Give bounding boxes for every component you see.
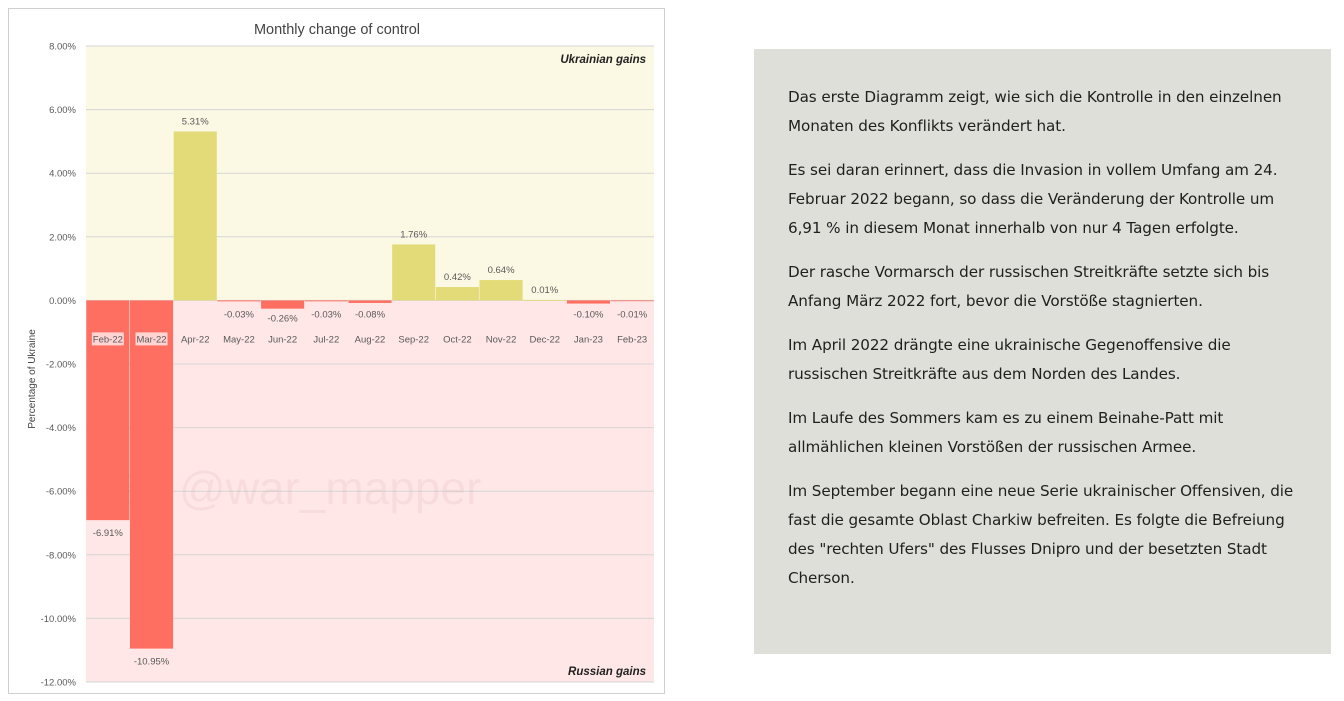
bar-sep-22 (392, 244, 435, 300)
y-tick-label: -8.00% (45, 550, 76, 562)
ukrainian-gains-annotation: Ukrainian gains (560, 54, 646, 66)
data-label: 0.64% (487, 265, 515, 277)
x-tick-label: Feb-23 (617, 334, 648, 346)
y-tick-label: -2.00% (45, 359, 76, 371)
chart-frame (8, 8, 665, 694)
y-tick-label: -4.00% (45, 423, 76, 435)
y-tick-label: 8.00% (49, 41, 76, 53)
paragraph: Der rasche Vormarsch der russischen Streitkräfte setzte sich bis Anfang März 2022 fort, bevor die Vorstöße stagnierten. (788, 263, 1270, 310)
x-tick-label: Dec-22 (529, 334, 561, 346)
data-label: 1.76% (400, 229, 428, 241)
paragraph: Im Laufe des Sommers kam es zu einem Beinahe-Patt mit allmählichen kleinen Vorstößen der russischen Armee. (788, 409, 1224, 456)
bar-may-22 (217, 300, 260, 301)
x-tick-label: Nov-22 (485, 334, 517, 346)
russian-gains-annotation: Russian gains (568, 666, 646, 678)
y-tick-label: 4.00% (49, 168, 76, 180)
data-label: -0.08% (354, 309, 386, 321)
bar-mar-22 (130, 300, 173, 648)
x-tick-label: Apr-22 (180, 334, 210, 346)
chart-title: Monthly change of control (253, 22, 421, 38)
data-label: -6.91% (92, 528, 123, 540)
data-label: -0.03% (223, 309, 254, 321)
y-axis-label: Percentage of Ukraine (27, 329, 38, 429)
data-label: 0.42% (443, 272, 471, 284)
bar-jun-22 (261, 300, 304, 308)
x-tick-label: Jul-22 (313, 334, 340, 346)
data-label: -10.95% (133, 656, 170, 668)
y-tick-label: -6.00% (45, 486, 76, 498)
y-axis-ticks (41, 42, 77, 689)
x-tick-label: Oct-22 (443, 334, 472, 346)
x-tick-label: Aug-22 (354, 334, 386, 346)
paragraph: Im September begann eine neue Serie ukrainischer Offensiven, die fast die gesamte Oblast Charkiw befreiten. Es folgte die Befreiung des "rechten Ufers" des Flusses Dnipro und der besetzten Stadt Cherson. (788, 482, 1294, 587)
bar-apr-22 (174, 132, 217, 301)
data-label: -0.03% (311, 309, 342, 321)
bar-nov-22 (480, 280, 523, 300)
y-tick-label: 6.00% (49, 105, 76, 117)
bar-aug-22 (348, 300, 391, 303)
x-tick-label: Jun-22 (268, 334, 298, 346)
x-tick-label: May-22 (223, 334, 255, 346)
x-tick-label: Feb-22 (92, 334, 123, 346)
x-tick-label: Jan-23 (573, 334, 603, 346)
data-label: -0.01% (617, 309, 648, 321)
data-label: -0.26% (267, 313, 298, 325)
paragraph: Das erste Diagramm zeigt, wie sich die Kontrolle in den einzelnen Monaten des Konflikts verändert hat. (788, 88, 1282, 135)
y-tick-label: 0.00% (49, 295, 76, 307)
x-tick-label: Sep-22 (398, 334, 430, 346)
monthly-change-chart (9, 9, 666, 695)
bar-dec-22 (523, 300, 566, 301)
bar-feb-23 (611, 300, 654, 301)
paragraph: Es sei daran erinnert, dass die Invasion in vollem Umfang am 24. Februar 2022 begann, so dass die Veränderung der Kontrolle um 6,91 % in diesem Monat innerhalb von nur 4 Tagen erfolgte. (788, 161, 1278, 237)
y-tick-label: 2.00% (49, 232, 76, 244)
data-label: 0.01% (531, 285, 559, 297)
bar-jan-23 (567, 300, 610, 303)
y-tick-label: -12.00% (40, 677, 76, 689)
paragraph: Im April 2022 drängte eine ukrainische Gegenoffensive die russischen Streitkräfte aus dem Norden des Landes. (788, 336, 1231, 383)
x-tick-label: Mar-22 (136, 334, 167, 346)
bar-oct-22 (436, 287, 479, 300)
text-panel (754, 49, 1331, 654)
y-tick-label: -10.00% (40, 613, 76, 625)
bar-jul-22 (305, 300, 348, 301)
data-label: -0.10% (573, 309, 604, 321)
watermark-text: @war_mapper (179, 462, 482, 514)
data-label: 5.31% (181, 116, 209, 128)
